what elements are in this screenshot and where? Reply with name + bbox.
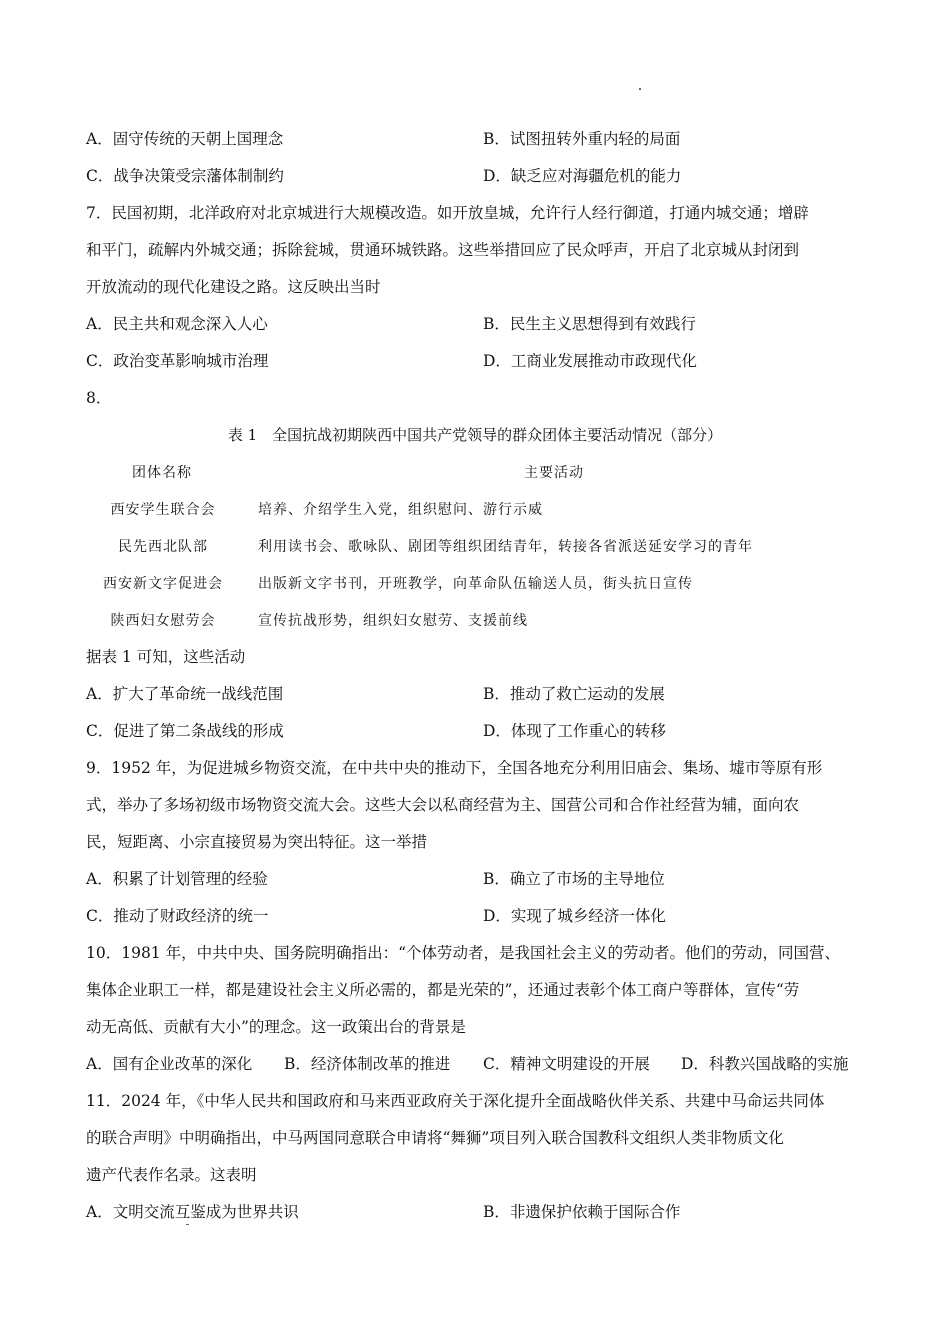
q9-option-d[interactable]: D．实现了城乡经济一体化 [483,907,666,925]
q7-option-d[interactable]: D．工商业发展推动市政现代化 [483,352,697,370]
q9-option-b[interactable]: B．确立了市场的主导地位 [483,870,665,888]
q8-option-b[interactable]: B．推动了救亡运动的发展 [483,685,665,703]
q11-stem-line-1: 11．2024 年，《中华人民共和国政府和马来西亚政府关于深化提升全面战略伙伴关系、共建中马命运共同体 [86,1092,825,1110]
q10-stem-line-1: 10．1981 年，中共中央、国务院明确指出：“个体劳动者，是我国社会主义的劳动者。他们的劳动，同国营、 [86,944,841,962]
table-caption: 表 1 全国抗战初期陕西中国共产党领导的群众团体主要活动情况（部分） [227,426,723,444]
q8-stem: 据表 1 可知，这些活动 [86,648,246,666]
scan-mark [186,1224,189,1225]
q11-option-a[interactable]: A．文明交流互鉴成为世界共识 [86,1203,299,1221]
q9-stem-line-2: 式，举办了多场初级市场物资交流大会。这些大会以私商经营为主、国营公司和合作社经营为辅，面向农 [86,796,800,814]
q10-option-c[interactable]: C．精神文明建设的开展 [483,1055,650,1073]
table-row-activity: 出版新文字书刊，开班教学，向革命队伍输送人员，街头抗日宣传 [258,576,693,592]
table-row-name: 陕西妇女慰劳会 [110,613,216,629]
table-row-activity: 宣传抗战形势，组织妇女慰劳、支援前线 [258,613,528,629]
q8-option-d[interactable]: D．体现了工作重心的转移 [483,722,666,740]
q7-option-b[interactable]: B．民生主义思想得到有效践行 [483,315,696,333]
table-row-name: 西安学生联合会 [110,502,216,518]
q9-stem-line-1: 9．1952 年，为促进城乡物资交流，在中共中央的推动下，全国各地充分利用旧庙会、集场、墟市等原有形 [86,759,823,777]
q6-option-d[interactable]: D．缺乏应对海疆危机的能力 [483,167,682,185]
q7-stem-line-2: 和平门，疏解内外城交通；拆除瓮城，贯通环城铁路。这些举措回应了民众呼声，开启了北京城从封闭到 [86,241,800,259]
table-header-name: 团体名称 [132,465,192,481]
q7-stem-line-3: 开放流动的现代化建设之路。这反映出当时 [86,278,381,296]
q9-option-c[interactable]: C．推动了财政经济的统一 [86,907,269,925]
q10-option-b[interactable]: B．经济体制改革的推进 [284,1055,451,1073]
q6-option-a[interactable]: A．固守传统的天朝上国理念 [86,130,284,148]
table-header-activity: 主要活动 [524,465,584,481]
q10-stem-line-2: 集体企业职工一样，都是建设社会主义所必需的，都是光荣的”，还通过表彰个体工商户等群体，宣传“劳 [86,981,800,999]
q7-option-c[interactable]: C．政治变革影响城市治理 [86,352,269,370]
q11-option-b[interactable]: B．非遗保护依赖于国际合作 [483,1203,681,1221]
q6-option-c[interactable]: C．战争决策受宗藩体制制约 [86,167,284,185]
q8-option-c[interactable]: C．促进了第二条战线的形成 [86,722,284,740]
q9-stem-line-3: 民，短距离、小宗直接贸易为突出特征。这一举措 [86,833,428,851]
table-row-name: 民先西北队部 [118,539,208,555]
table-row-activity: 培养、介绍学生入党，组织慰问、游行示威 [258,502,543,518]
q6-option-b[interactable]: B．试图扭转外重内轻的局面 [483,130,681,148]
scan-mark [639,88,641,90]
q11-stem-line-3: 遗产代表作名录。这表明 [86,1166,257,1184]
q8-option-a[interactable]: A．扩大了革命统一战线范围 [86,685,284,703]
q10-option-d[interactable]: D．科教兴国战略的实施 [681,1055,849,1073]
table-row-activity: 利用读书会、歌咏队、剧团等组织团结青年，转接各省派送延安学习的青年 [258,539,753,555]
q11-stem-line-2: 的联合声明》中明确指出，中马两国同意联合申请将“舞狮”项目列入联合国教科文组织人类非物质文化 [86,1129,784,1147]
q7-stem-line-1: 7．民国初期，北洋政府对北京城进行大规模改造。如开放皇城，允许行人经行御道，打通内城交通；增辟 [86,204,809,222]
q7-option-a[interactable]: A．民主共和观念深入人心 [86,315,268,333]
q10-option-a[interactable]: A．国有企业改革的深化 [86,1055,253,1073]
table-row-name: 西安新文字促进会 [103,576,223,592]
q8-number: 8． [86,389,112,407]
q9-option-a[interactable]: A．积累了计划管理的经验 [86,870,268,888]
q10-stem-line-3: 动无高低、贡献有大小”的理念。这一政策出台的背景是 [86,1018,466,1036]
